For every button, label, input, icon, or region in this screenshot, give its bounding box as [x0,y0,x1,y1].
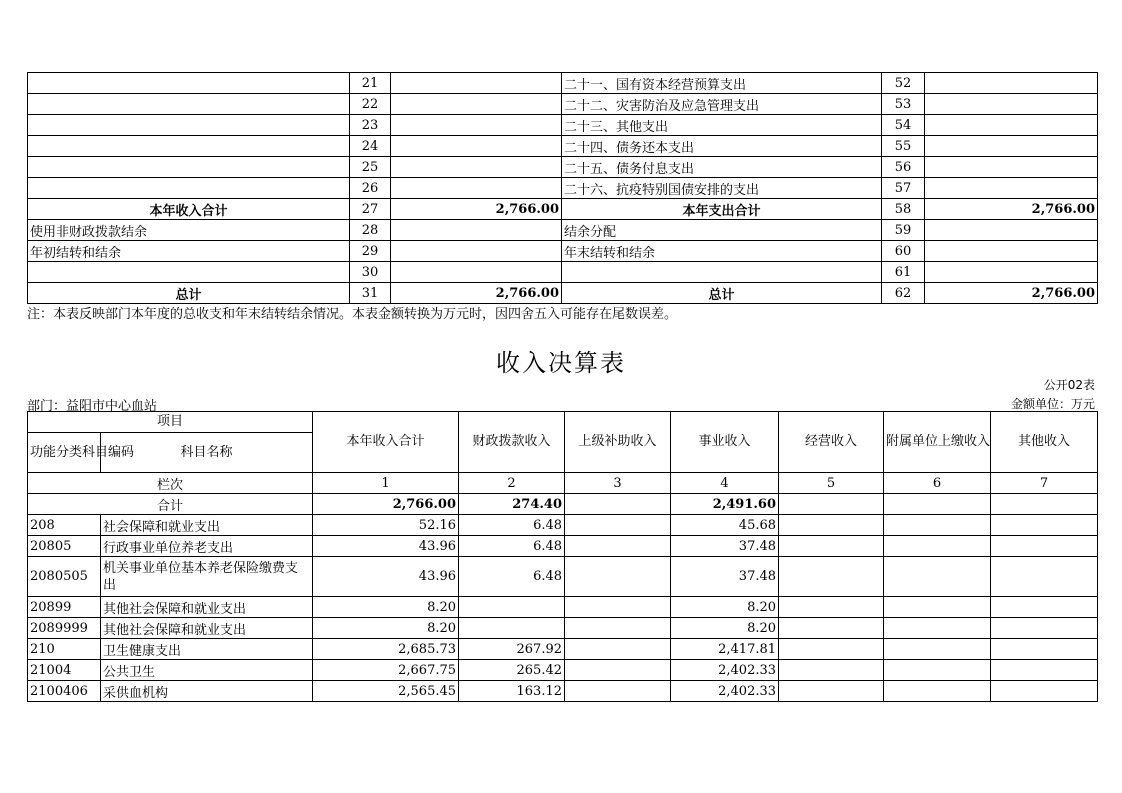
header-subject-name: 科目名称 [101,433,313,473]
header-lanci: 栏次 [28,473,313,494]
income-value [884,681,991,702]
col-number: 1 [313,473,459,494]
summary-row [28,283,1098,304]
income-value: 43.96 [313,536,459,557]
subject-name: 其他社会保障和就业支出 [101,597,313,618]
income-amount [391,220,562,241]
income-value [884,660,991,681]
header-col-4: 事业收入 [671,412,779,473]
income-amount: 2,766.00 [391,199,562,220]
expense-amount: 2,766.00 [925,199,1098,220]
income-value: 2,667.75 [313,660,459,681]
page-title: 收入决算表 [496,349,626,377]
header-col-7: 其他收入 [991,412,1098,473]
line-number: 23 [350,115,391,136]
income-value [565,618,671,639]
income-value: 2,685.73 [313,639,459,660]
total-value: 2,491.60 [671,494,779,515]
line-number: 60 [882,241,925,262]
header-func-code: 功能分类科目编码 [28,433,101,473]
line-number: 62 [882,283,925,304]
income-value [991,597,1098,618]
income-item-label [28,115,350,136]
income-value: 2,417.81 [671,639,779,660]
income-item-label: 年初结转和结余 [28,241,350,262]
subject-name: 机关事业单位基本养老保险缴费支出 [101,557,313,597]
expense-item-label: 二十五、债务付息支出 [562,157,882,178]
subject-name: 公共卫生 [101,660,313,681]
income-value [884,536,991,557]
line-number: 28 [350,220,391,241]
income-amount [391,241,562,262]
line-number: 21 [350,73,391,94]
subject-code: 210 [28,639,101,660]
expense-amount [925,178,1098,199]
income-item-label [28,262,350,283]
income-value: 37.48 [671,557,779,597]
line-number: 31 [350,283,391,304]
income-row [28,660,1098,681]
subject-code: 2100406 [28,681,101,702]
total-value [779,494,884,515]
subject-code: 20805 [28,536,101,557]
col-number: 3 [565,473,671,494]
line-number: 22 [350,94,391,115]
line-number: 53 [882,94,925,115]
income-amount [391,262,562,283]
income-value: 37.48 [671,536,779,557]
header-col-2: 财政拨款收入 [459,412,565,473]
total-label: 合计 [28,494,313,515]
income-row [28,681,1098,702]
income-value [991,618,1098,639]
income-value [779,515,884,536]
summary-row [28,94,1098,115]
line-number: 54 [882,115,925,136]
expense-amount [925,73,1098,94]
income-value: 267.92 [459,639,565,660]
total-value [565,494,671,515]
income-item-label: 总计 [28,283,350,304]
income-value [565,557,671,597]
line-number: 26 [350,178,391,199]
line-number: 24 [350,136,391,157]
income-table [27,411,1098,702]
income-value [565,639,671,660]
expense-item-label [562,262,882,283]
income-item-label [28,178,350,199]
subject-code: 208 [28,515,101,536]
col-number: 2 [459,473,565,494]
col-number: 7 [991,473,1098,494]
income-value: 6.48 [459,557,565,597]
expense-amount [925,220,1098,241]
department-label: 部门：益阳市中心血站 [27,399,158,414]
expense-amount [925,115,1098,136]
line-number: 56 [882,157,925,178]
income-amount: 2,766.00 [391,283,562,304]
income-value: 45.68 [671,515,779,536]
summary-row [28,199,1098,220]
expense-item-label: 二十四、债务还本支出 [562,136,882,157]
expense-item-label: 总计 [562,283,882,304]
income-item-label [28,157,350,178]
income-value: 8.20 [671,618,779,639]
income-value [991,681,1098,702]
income-item-label: 使用非财政拨款结余 [28,220,350,241]
header-col-6: 附属单位上缴收入 [884,412,991,473]
income-value [884,618,991,639]
header-col-5: 经营收入 [779,412,884,473]
income-value: 8.20 [313,597,459,618]
income-value [779,681,884,702]
expense-item-label: 结余分配 [562,220,882,241]
income-value [991,515,1098,536]
income-amount [391,178,562,199]
income-value [565,681,671,702]
line-number: 61 [882,262,925,283]
income-row [28,639,1098,660]
line-number: 52 [882,73,925,94]
subject-code: 2089999 [28,618,101,639]
expense-amount [925,262,1098,283]
income-value: 2,402.33 [671,681,779,702]
income-value [884,515,991,536]
total-value [991,494,1098,515]
summary-row [28,220,1098,241]
income-row [28,536,1098,557]
income-item-label: 本年收入合计 [28,199,350,220]
income-value [884,639,991,660]
income-item-label [28,73,350,94]
income-value [884,557,991,597]
subject-code: 2080505 [28,557,101,597]
income-value [779,536,884,557]
income-value [779,557,884,597]
expense-item-label: 二十三、其他支出 [562,115,882,136]
subject-name: 采供血机构 [101,681,313,702]
income-value: 8.20 [313,618,459,639]
income-row [28,618,1098,639]
line-number: 30 [350,262,391,283]
income-value: 163.12 [459,681,565,702]
summary-table-continued [27,72,1098,304]
income-value: 6.48 [459,536,565,557]
income-value [779,660,884,681]
expense-item-label: 二十一、国有资本经营预算支出 [562,73,882,94]
table-code: 公开02表 [1043,378,1095,392]
income-amount [391,73,562,94]
expense-amount [925,136,1098,157]
line-number: 57 [882,178,925,199]
income-value [459,597,565,618]
table-note: 注：本表反映部门本年度的总收支和年末结转结余情况。本表金额转换为万元时，因四舍五入可能存在尾数误差。 [27,307,678,322]
header-item: 项目 [28,412,313,433]
income-row [28,515,1098,536]
income-value [565,515,671,536]
income-value [991,660,1098,681]
summary-row [28,136,1098,157]
income-value: 52.16 [313,515,459,536]
income-value: 265.42 [459,660,565,681]
header-col-1: 本年收入合计 [313,412,459,473]
expense-item-label: 本年支出合计 [562,199,882,220]
subject-name: 其他社会保障和就业支出 [101,618,313,639]
income-value [565,597,671,618]
header-col-3: 上级补助收入 [565,412,671,473]
income-value [884,597,991,618]
col-number: 6 [884,473,991,494]
subject-code: 20899 [28,597,101,618]
total-value: 2,766.00 [313,494,459,515]
expense-item-label: 年末结转和结余 [562,241,882,262]
line-number: 29 [350,241,391,262]
income-value: 8.20 [671,597,779,618]
income-value [565,536,671,557]
income-amount [391,115,562,136]
summary-row [28,262,1098,283]
line-number: 25 [350,157,391,178]
line-number: 58 [882,199,925,220]
income-value: 43.96 [313,557,459,597]
expense-amount: 2,766.00 [925,283,1098,304]
income-item-label [28,94,350,115]
income-amount [391,157,562,178]
income-row [28,557,1098,597]
income-value: 2,402.33 [671,660,779,681]
summary-row [28,115,1098,136]
income-value: 6.48 [459,515,565,536]
subject-name: 社会保障和就业支出 [101,515,313,536]
unit-label: 金额单位：万元 [1010,397,1095,411]
col-number: 5 [779,473,884,494]
total-value: 274.40 [459,494,565,515]
total-row [28,494,1098,515]
subject-name: 行政事业单位养老支出 [101,536,313,557]
income-value [459,618,565,639]
expense-item-label: 二十二、灾害防治及应急管理支出 [562,94,882,115]
summary-row [28,73,1098,94]
line-number: 59 [882,220,925,241]
subject-name: 卫生健康支出 [101,639,313,660]
summary-row [28,178,1098,199]
expense-amount [925,241,1098,262]
income-value [779,618,884,639]
expense-amount [925,94,1098,115]
income-value [991,557,1098,597]
income-value [779,639,884,660]
income-value [991,536,1098,557]
summary-row [28,241,1098,262]
income-value [991,639,1098,660]
expense-item-label: 二十六、抗疫特别国债安排的支出 [562,178,882,199]
line-number: 55 [882,136,925,157]
summary-row [28,157,1098,178]
income-value [565,660,671,681]
income-value: 2,565.45 [313,681,459,702]
income-item-label [28,136,350,157]
line-number: 27 [350,199,391,220]
subject-code: 21004 [28,660,101,681]
income-row [28,597,1098,618]
expense-amount [925,157,1098,178]
income-value [779,597,884,618]
income-amount [391,94,562,115]
total-value [884,494,991,515]
income-amount [391,136,562,157]
col-number: 4 [671,473,779,494]
